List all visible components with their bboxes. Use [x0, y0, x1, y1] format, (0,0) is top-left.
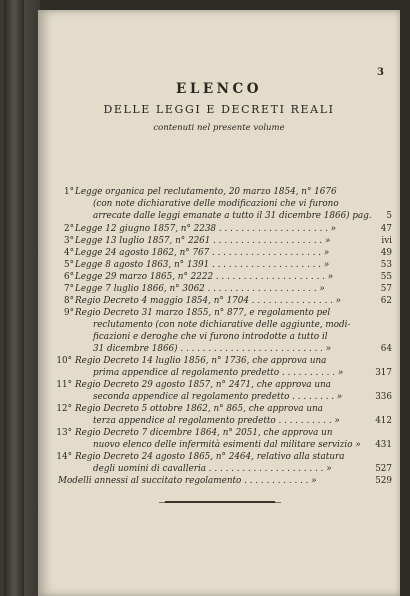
toc-entry-page: 317	[375, 368, 392, 378]
table-of-contents	[58, 186, 392, 487]
toc-entry	[58, 186, 392, 222]
toc-entry-number: 4°	[64, 248, 74, 258]
toc-entry-page: 62	[380, 296, 392, 306]
toc-entry-page: 5	[386, 211, 392, 221]
toc-entry-page: 53	[380, 260, 392, 270]
toc-entry-text: Regio Decreto 7 dicembre 1864, n° 2051, che approva un	[75, 428, 333, 438]
toc-entry-number: 12°	[56, 404, 72, 414]
toc-entry-text: Modelli annessi al succitato regolamento . . . . . . . . . . . . »	[58, 476, 317, 486]
toc-entry-number: 5°	[64, 260, 74, 270]
toc-entry-text: Regio Decreto 29 agosto 1857, n° 2471, che approva una	[75, 380, 331, 390]
toc-entry	[58, 271, 392, 283]
toc-entry-page: 49	[380, 248, 392, 258]
toc-entry-text: terza appendice al regolamento predetto . . . . . . . . . . »	[93, 416, 340, 426]
toc-entry-page: 47	[380, 224, 392, 234]
toc-entry-text: nuovo elenco delle infermità esimenti dal militare servizio »	[93, 440, 361, 450]
page-subtitle: DELLE LEGGI E DECRETI REALI	[103, 103, 335, 116]
toc-entry-page: 57	[380, 284, 392, 294]
toc-entry	[58, 259, 392, 271]
toc-entry-text: 31 dicembre 1866) . . . . . . . . . . . . . . . . . . . . . . . . . . »	[93, 344, 332, 354]
toc-entry	[58, 223, 392, 235]
toc-entry	[58, 355, 392, 379]
toc-entry-text: reclutamento (con note dichiarative delle aggiunte, modi-	[93, 320, 351, 330]
book-spine	[4, 0, 24, 596]
toc-entry-page: 527	[375, 464, 392, 474]
toc-entry-text: degli uomini di cavalleria . . . . . . . . . . . . . . . . . . . . . »	[93, 464, 332, 474]
toc-entry-text: Regio Decreto 24 agosto 1865, n° 2464, relativo alla statura	[75, 452, 345, 462]
toc-entry-number: 11°	[56, 380, 72, 390]
toc-entry-number: 7°	[64, 284, 74, 294]
toc-entry-text: Legge organica pel reclutamento, 20 marzo 1854, n° 1676	[75, 187, 337, 197]
toc-entry	[58, 295, 392, 307]
toc-entry-page: 412	[375, 416, 392, 426]
toc-entry-page: 336	[375, 392, 392, 402]
toc-entry-text: Regio Decreto 14 luglio 1856, n° 1736, che approva una	[75, 356, 327, 366]
toc-entry-number: 8°	[64, 296, 74, 306]
toc-entry-text: Regio Decreto 31 marzo 1855, n° 877, e regolamento pel	[75, 308, 331, 318]
toc-entry-number: 1°	[64, 187, 74, 197]
toc-entry-text: Regio Decreto 4 maggio 1854, n° 1704 . . . . . . . . . . . . . . . »	[75, 296, 342, 306]
toc-entry-text: Legge 13 luglio 1857, n° 2261 . . . . . . . . . . . . . . . . . . . . »	[75, 236, 331, 246]
toc-entry	[58, 247, 392, 259]
toc-entry	[58, 427, 392, 451]
toc-entry	[58, 283, 392, 295]
toc-entry-page: ivi	[381, 236, 392, 246]
toc-entry-number: 9°	[64, 308, 74, 318]
toc-entry-text: (con note dichiarative delle modificazioni che vi furono	[93, 199, 339, 209]
toc-entry-text: Legge 29 marzo 1865, n° 2222 . . . . . . . . . . . . . . . . . . . . »	[75, 272, 334, 282]
toc-entry-page: 431	[375, 440, 392, 450]
toc-entry-number: 2°	[64, 224, 74, 234]
toc-entry-text: seconda appendice al regolamento predetto . . . . . . . . »	[93, 392, 343, 402]
toc-entry-text: Legge 8 agosto 1863, n° 1391 . . . . . . . . . . . . . . . . . . . . »	[75, 260, 330, 270]
toc-entry-number: 10°	[56, 356, 72, 366]
toc-entry-number: 6°	[64, 272, 74, 282]
decorative-rule	[165, 501, 275, 503]
toc-entry-page: 55	[380, 272, 392, 282]
page-title: ELENCO	[176, 81, 262, 97]
toc-entry-number: 13°	[56, 428, 72, 438]
toc-entry-page: 529	[375, 476, 392, 486]
toc-entry-text: Regio Decreto 5 ottobre 1862, n° 865, che approva una	[75, 404, 323, 414]
toc-entry-text: prima appendice al regolamento predetto . . . . . . . . . . »	[93, 368, 344, 378]
book-page	[38, 10, 400, 596]
toc-entry-number: 3°	[64, 236, 74, 246]
toc-entry-page: 64	[380, 344, 392, 354]
toc-entry-text: arrecate dalle leggi emanate a tutto il 31 dicembre 1866) pag.	[93, 211, 372, 221]
toc-entry	[58, 475, 392, 487]
toc-entry-text: Legge 24 agosto 1862, n° 767 . . . . . . . . . . . . . . . . . . . . »	[75, 248, 330, 258]
toc-entry-text: Legge 7 luglio 1866, n° 3062 . . . . . . . . . . . . . . . . . . . . »	[75, 284, 325, 294]
toc-entry	[58, 451, 392, 475]
toc-entry	[58, 307, 392, 355]
page-number: 3	[377, 67, 384, 78]
toc-entry	[58, 403, 392, 427]
toc-entry-text: ficazioni e deroghe che vi furono introdotte a tutto il	[93, 332, 328, 342]
toc-entry	[58, 235, 392, 247]
toc-entry	[58, 379, 392, 403]
toc-entry-text: Legge 12 giugno 1857, n° 2238 . . . . . . . . . . . . . . . . . . . . »	[75, 224, 337, 234]
toc-entry-number: 14°	[56, 452, 72, 462]
page-subheading: contenuti nel presente volume	[153, 123, 285, 133]
